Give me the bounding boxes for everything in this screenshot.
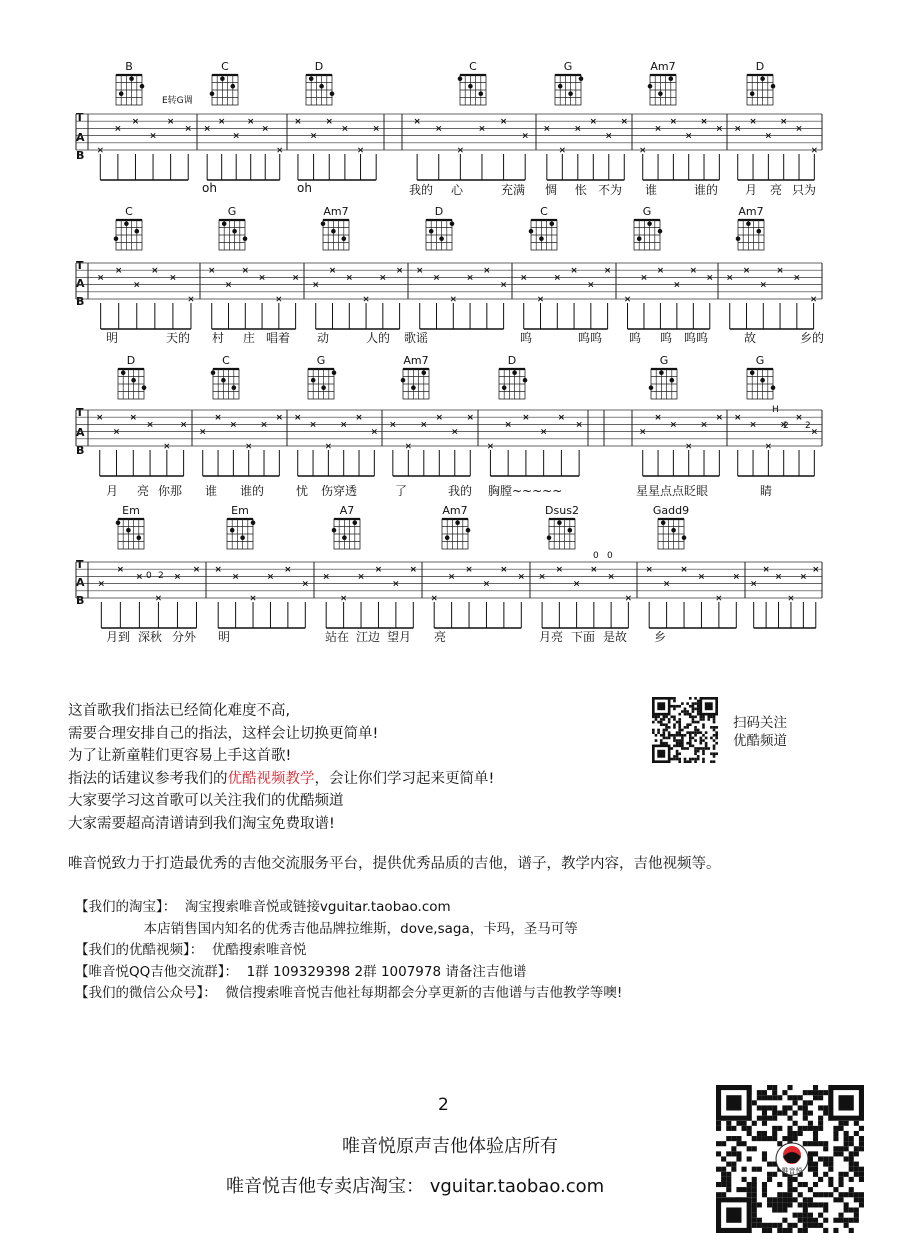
- chord-name: C: [540, 205, 548, 218]
- lyric: 伤穿透: [321, 484, 358, 498]
- tip-line: 为了让新童鞋们更容易上手这首歌!: [68, 748, 292, 764]
- chord-diagram: [641, 354, 687, 403]
- chord-name: D: [314, 60, 324, 73]
- lyric: 唱着: [266, 331, 291, 345]
- chord-grid: [330, 517, 364, 553]
- chord-diagram: [737, 60, 783, 109]
- chord-grid: [302, 73, 336, 109]
- lyric: 天的: [166, 331, 191, 345]
- chord-diagram: [432, 504, 478, 553]
- chord-grid: [743, 367, 777, 403]
- info-line: 【我们的优酷视频】： 优酷搜索唯音悦: [75, 942, 307, 958]
- chord-grid: [304, 367, 338, 403]
- lyric: 心: [451, 183, 464, 197]
- chord-name: G: [659, 354, 669, 367]
- lyric: 江边: [356, 630, 381, 644]
- tip-line: 需要合理安排自己的指法，这样会让切换更简单!: [68, 725, 379, 742]
- lyric: 呜: [660, 331, 673, 345]
- lyric: 谁: [205, 484, 218, 498]
- chord-diagram: [489, 354, 535, 403]
- lyric: 忧: [296, 484, 309, 498]
- chord-name: C: [221, 60, 229, 73]
- tab-staff: [0, 402, 900, 484]
- tab-technique-h: H: [772, 405, 779, 415]
- lyric: 动: [317, 331, 330, 345]
- chord-name: G: [227, 205, 237, 218]
- lyric: 是故: [603, 630, 628, 644]
- chord-diagram: [106, 60, 152, 109]
- chord-diagram: [203, 354, 249, 403]
- tab-fret-number: 0: [607, 551, 613, 561]
- lyric: 了: [395, 484, 408, 498]
- tab-clef-b: B: [76, 594, 85, 607]
- chord-diagram: [640, 60, 686, 109]
- chord-diagram: [296, 60, 342, 109]
- chord-name: D: [434, 205, 444, 218]
- lyric: 人的: [366, 331, 391, 345]
- lyric: 怅: [575, 183, 588, 197]
- chord-name: C: [469, 60, 477, 73]
- chord-grid: [646, 73, 680, 109]
- tab-clef-a: A: [76, 576, 85, 589]
- capo-note: E转G调: [162, 96, 193, 106]
- page-number: 2: [438, 1095, 449, 1115]
- tab-staff: [0, 255, 900, 337]
- chord-name: G: [316, 354, 326, 367]
- tab-clef-b: B: [76, 444, 85, 457]
- lyric: 庄: [243, 331, 256, 345]
- lyric: 亮: [770, 183, 783, 197]
- chord-name: B: [125, 60, 133, 73]
- tab-system-4: [0, 502, 900, 652]
- tab-system-2: [0, 203, 900, 343]
- chord-diagram: [108, 354, 154, 403]
- lyric: 村: [212, 331, 225, 345]
- tab-clef-t: T: [76, 259, 84, 272]
- qr-caption-line: 优酷频道: [733, 733, 787, 749]
- chord-diagram: [624, 205, 670, 254]
- tab-fret-number: 2: [158, 571, 164, 581]
- lyric: 下面: [571, 630, 596, 644]
- chord-diagram: [217, 504, 263, 553]
- chord-diagram: [108, 504, 154, 553]
- chord-name: Am7: [403, 354, 429, 367]
- lyric: 乡: [654, 630, 667, 644]
- chord-name: A7: [339, 504, 355, 517]
- chord-grid: [112, 73, 146, 109]
- chord-name: C: [222, 354, 230, 367]
- info-line: 【唯音悦QQ吉他交流群】： 1群 109329398 2群 1007978 请备注吉他谱: [75, 963, 527, 980]
- lyric: 乡的: [800, 331, 825, 345]
- mission-statement: 唯音悦致力于打造最优秀的吉他交流服务平台，提供优秀品质的吉他，谱子，教学内容，吉他视频等。: [68, 856, 721, 872]
- lyric: 充满: [501, 183, 526, 197]
- tab-clef-t: T: [76, 111, 84, 124]
- chord-diagram: [202, 60, 248, 109]
- chord-name: Em: [122, 504, 140, 517]
- lyric: 故: [744, 331, 757, 345]
- lyric: 明: [106, 331, 119, 345]
- lyric: 亮: [137, 484, 150, 498]
- chord-diagram: [728, 205, 774, 254]
- info-line: 【我们的淘宝】： 淘宝搜索唯音悦或链接vguitar.taobao.com: [75, 899, 451, 915]
- contact-info: [75, 897, 622, 1005]
- chord-name: G: [563, 60, 573, 73]
- tab-clef-b: B: [76, 295, 85, 308]
- lyric: 亮: [434, 630, 447, 644]
- chord-name: Em: [231, 504, 249, 517]
- tab-fret-number: 0: [593, 551, 599, 561]
- lyric: 呜呜: [578, 331, 603, 345]
- lyric: oh: [297, 181, 312, 195]
- chord-grid: [545, 517, 579, 553]
- tab-clef-a: A: [76, 131, 85, 144]
- qr-caption: [733, 714, 787, 750]
- chord-grid: [456, 73, 490, 109]
- lyric: 谁: [645, 183, 658, 197]
- tip-line: 大家需要超高清谱请到我们淘宝免费取谱!: [68, 815, 335, 832]
- chord-grid: [438, 517, 472, 553]
- tab-fret-number: 0: [146, 571, 152, 581]
- lyric: 我的: [409, 183, 434, 197]
- lyric: 分外: [172, 630, 197, 644]
- lyric: 月: [745, 183, 758, 197]
- lyric: 站在: [325, 630, 350, 644]
- lyric: 深秋: [138, 630, 163, 644]
- qr-code-youku: [652, 697, 718, 763]
- tab-system-3: [0, 352, 900, 498]
- chord-diagram: [521, 205, 567, 254]
- tab-staff: [0, 106, 900, 188]
- tab-system-1: [0, 58, 900, 198]
- footer-copyright: 唯音悦原声吉他体验店所有: [342, 1136, 558, 1157]
- lyric: 只为: [792, 183, 817, 197]
- lyric: 明: [218, 630, 231, 644]
- tip-text: ，会让你们学习起来更简单!: [314, 770, 495, 787]
- chord-grid: [630, 218, 664, 254]
- chord-diagram: [545, 60, 591, 109]
- tab-fret-number: 2: [783, 421, 789, 431]
- lyric: 不为: [598, 183, 623, 197]
- chord-name: Am7: [442, 504, 468, 517]
- chord-grid: [114, 367, 148, 403]
- chord-name: D: [755, 60, 765, 73]
- tab-clef-t: T: [76, 406, 84, 419]
- chord-grid: [734, 218, 768, 254]
- lyric: 月到: [106, 630, 131, 644]
- chord-diagram: [737, 354, 783, 403]
- lyric: 谁的: [694, 183, 719, 197]
- chord-diagram: [324, 504, 370, 553]
- tab-clef-a: A: [76, 277, 85, 290]
- chord-grid: [319, 218, 353, 254]
- lyric: 呜: [520, 331, 533, 345]
- chord-name: Gadd9: [652, 504, 690, 517]
- chord-grid: [654, 517, 688, 553]
- chord-grid: [647, 367, 681, 403]
- chord-grid: [223, 517, 257, 553]
- tip-text: 指法的话建议参考我们的: [68, 770, 228, 787]
- lyric: 惆: [545, 183, 558, 197]
- lyric: 我的: [448, 484, 473, 498]
- lyric: 月亮: [539, 630, 564, 644]
- chord-grid: [114, 517, 148, 553]
- chord-diagram: [209, 205, 255, 254]
- chord-name: Am7: [323, 205, 349, 218]
- chord-name: Dsus2: [545, 504, 579, 517]
- chord-grid: [551, 73, 585, 109]
- lyric: 歌谣: [404, 331, 429, 345]
- chord-diagram: [106, 205, 152, 254]
- qr-code-wechat: [716, 1085, 868, 1233]
- tab-fret-number: 2: [805, 421, 811, 431]
- lyric: 呜: [629, 331, 642, 345]
- chord-diagram: [416, 205, 462, 254]
- chord-diagram: [393, 354, 439, 403]
- lyric: 谁的: [240, 484, 265, 498]
- tab-clef-b: B: [76, 149, 85, 162]
- chord-grid: [209, 367, 243, 403]
- chord-name: Am7: [738, 205, 764, 218]
- tip-line: [68, 768, 628, 791]
- chord-name: Am7: [650, 60, 676, 73]
- chord-grid: [743, 73, 777, 109]
- chord-diagram: [298, 354, 344, 403]
- lyric: 你那: [158, 484, 183, 498]
- lyric: 望月: [387, 630, 412, 644]
- lyric: 呜呜: [684, 331, 709, 345]
- chord-diagram: [648, 504, 694, 553]
- chord-name: G: [755, 354, 765, 367]
- tab-clef-a: A: [76, 426, 85, 439]
- chord-grid: [527, 218, 561, 254]
- chord-name: D: [507, 354, 517, 367]
- tab-clef-t: T: [76, 558, 84, 571]
- youku-video-highlight[interactable]: 优酷视频教学: [227, 770, 315, 787]
- qr-caption-line: 扫码关注: [733, 715, 787, 731]
- info-line: 本店销售国内知名的优秀吉他品牌拉维斯，dove,saga，卡玛，圣马可等: [75, 920, 578, 937]
- chord-name: C: [125, 205, 133, 218]
- chord-name: G: [642, 205, 652, 218]
- info-line: 【我们的微信公众号】： 微信搜索唯音悦吉他社每期都会分享更新的吉他谱与吉他教学等噢!: [75, 985, 623, 1001]
- chord-grid: [399, 367, 433, 403]
- lyric: 月: [106, 484, 119, 498]
- svg-text:唯音悦: 唯音悦: [781, 1167, 803, 1175]
- chord-diagram: [313, 205, 359, 254]
- chord-grid: [112, 218, 146, 254]
- lyric: 胸膛~~~~~: [488, 484, 563, 498]
- chord-grid: [215, 218, 249, 254]
- lyric: 星星点点眨眼: [636, 484, 709, 498]
- tip-line: 这首歌我们指法已经简化难度不高,: [68, 703, 291, 719]
- lyric: oh: [202, 181, 217, 195]
- lyric: 睛: [760, 484, 773, 498]
- tab-staff: [0, 554, 900, 636]
- chord-name: D: [126, 354, 136, 367]
- chord-grid: [208, 73, 242, 109]
- tips-text: [68, 700, 628, 835]
- chord-grid: [422, 218, 456, 254]
- footer-shop: 唯音悦吉他专卖店淘宝： vguitar.taobao.com: [226, 1176, 605, 1197]
- chord-grid: [495, 367, 529, 403]
- tip-line: 大家要学习这首歌可以关注我们的优酷频道: [68, 793, 344, 809]
- chord-diagram: [450, 60, 496, 109]
- chord-diagram: [539, 504, 585, 553]
